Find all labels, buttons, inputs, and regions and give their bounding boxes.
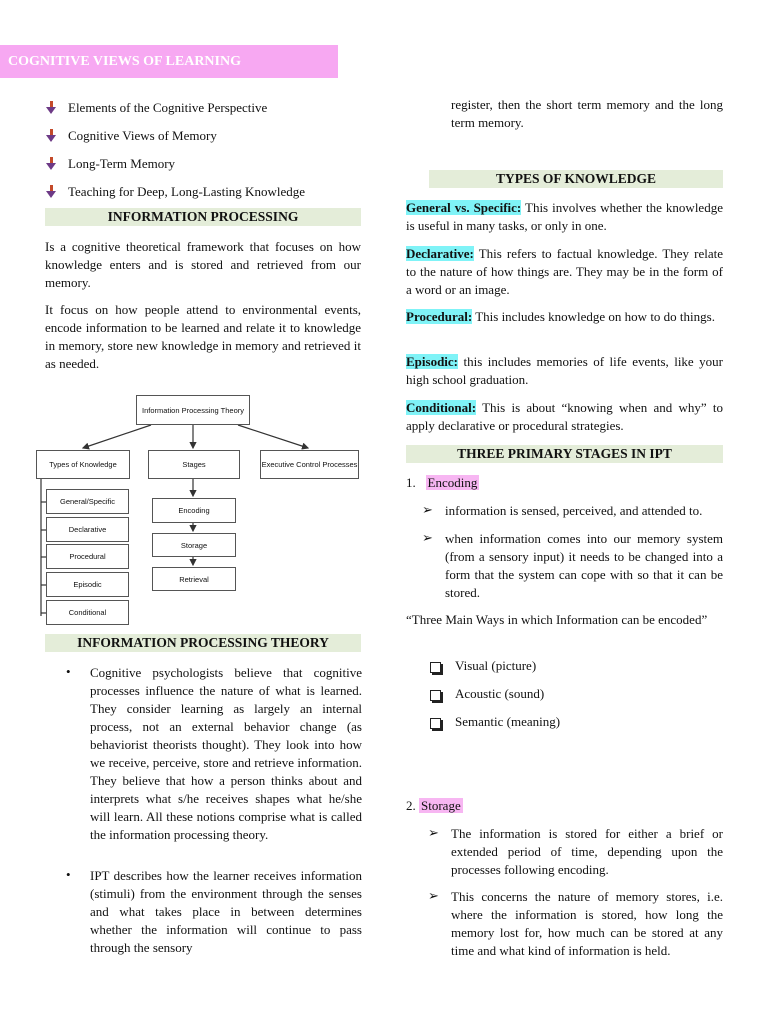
knowledge-declarative: Declarative: This refers to factual knowledge. They relate to the nature of how things are. They may be in the form of a word or an image. [406,246,723,297]
diagram-stage-encoding: Encoding [152,498,236,523]
list-item: Long-Term Memory [45,150,365,178]
encoding-way-acoustic: Acoustic (sound) [430,685,544,703]
stage-storage-title: 2. Storage [406,798,461,813]
diagram-knowledge-general: General/Specific [46,489,129,514]
knowledge-general-specific: General vs. Specific: This involves whether the knowledge is useful in many tasks, or only in one. [406,200,723,233]
ipt-bullet-2: • IPT describes how the learner receives information (stimuli) from the environment through the senses and what takes place in between determines whether the information will continue to pass through the sensory [66,867,362,955]
diagram-branch-executive: Executive Control Processes [260,450,359,479]
arrowhead-bullet-icon: ➢ [422,502,433,517]
section-heading-types-of-knowledge: TYPES OF KNOWLEDGE [429,170,723,188]
section-heading-ipt: INFORMATION PROCESSING THEORY [45,634,361,652]
diagram-knowledge-episodic: Episodic [46,572,129,597]
encoding-way-semantic: Semantic (meaning) [430,713,560,731]
checkbox-square-icon [430,718,441,729]
storage-point-1: ➢ The information is stored for either a brief or extended period of time, depending upon the processes following encoding. [428,825,723,877]
bullet-dot: • [66,664,71,679]
diagram-branch-types: Types of Knowledge [36,450,130,479]
storage-point-2: ➢ This concerns the nature of memory stores, i.e. where the information is stored, how long the memory lost for, how much can be stored at any time and what kind of information is held. [428,888,723,958]
checkbox-square-icon [430,662,441,673]
diagram-branch-stages: Stages [148,450,240,479]
section-heading-information-processing: INFORMATION PROCESSING [45,208,361,226]
encoding-ways-intro: “Three Main Ways in which Information can be encoded” [406,612,708,627]
ipt-continued: register, then the short term memory and the long term memory. [451,97,723,130]
diagram-knowledge-conditional: Conditional [46,600,129,625]
arrow-down-icon [45,101,58,115]
arrow-down-icon [45,129,58,143]
encoding-way-visual: Visual (picture) [430,657,536,675]
knowledge-conditional: Conditional: This is about “knowing when and why” to apply declarative or procedural strategies. [406,400,723,433]
knowledge-procedural: Procedural: This includes knowledge on how to do things. [406,309,715,324]
diagram-stage-retrieval: Retrieval [152,567,236,591]
diagram-stage-storage: Storage [152,533,236,557]
diagram-knowledge-declarative: Declarative [46,517,129,542]
diagram-knowledge-procedural: Procedural [46,544,129,569]
arrowhead-bullet-icon: ➢ [428,888,439,903]
arrow-down-icon [45,157,58,171]
encoding-point-1: ➢ information is sensed, perceived, and attended to. [422,502,703,518]
list-item: Cognitive Views of Memory [45,122,365,150]
ipt-bullet-1: • Cognitive psychologists believe that cognitive processes influence the nature of what is learned. They consider learning as largely an internal process, not an external behavior change (as behaviorist theorists thought). They look into how we receive, perceive, store and retrieve information. They believe that how a person thinks about and interprets what s/he receives shapes what he/she will learn. All these notions comprise what is called the information processing theory. [66,664,362,842]
diagram-root-box: Information Processing Theory [136,395,250,425]
checkbox-square-icon [430,690,441,701]
stage-encoding-title: 1. Encoding [406,475,478,490]
info-processing-description: It focus on how people attend to environmental events, encode information to be learned and relate it to knowledge in memory, store new knowledge in memory and retrieved it as needed. [45,302,361,371]
list-item: Elements of the Cognitive Perspective [45,94,365,122]
section-heading-stages: THREE PRIMARY STAGES IN IPT [406,445,723,463]
ipt-diagram [33,390,363,626]
arrow-down-icon [45,185,58,199]
page-title: COGNITIVE VIEWS OF LEARNING [0,45,338,78]
encoding-point-2: ➢ when information comes into our memory system (from a sensory input) it needs to be changed into a form that the system can cope with so that it can be stored. [422,530,723,600]
topic-list [45,94,365,206]
arrowhead-bullet-icon: ➢ [428,825,439,840]
bullet-dot: • [66,867,71,882]
knowledge-episodic: Episodic: this includes memories of life events, like your high school graduation. [406,354,723,387]
arrowhead-bullet-icon: ➢ [422,530,433,545]
info-processing-definition: Is a cognitive theoretical framework that focuses on how knowledge enters and is stored and retrieved from our memory. [45,239,361,290]
list-item: Teaching for Deep, Long-Lasting Knowledge [45,178,365,206]
